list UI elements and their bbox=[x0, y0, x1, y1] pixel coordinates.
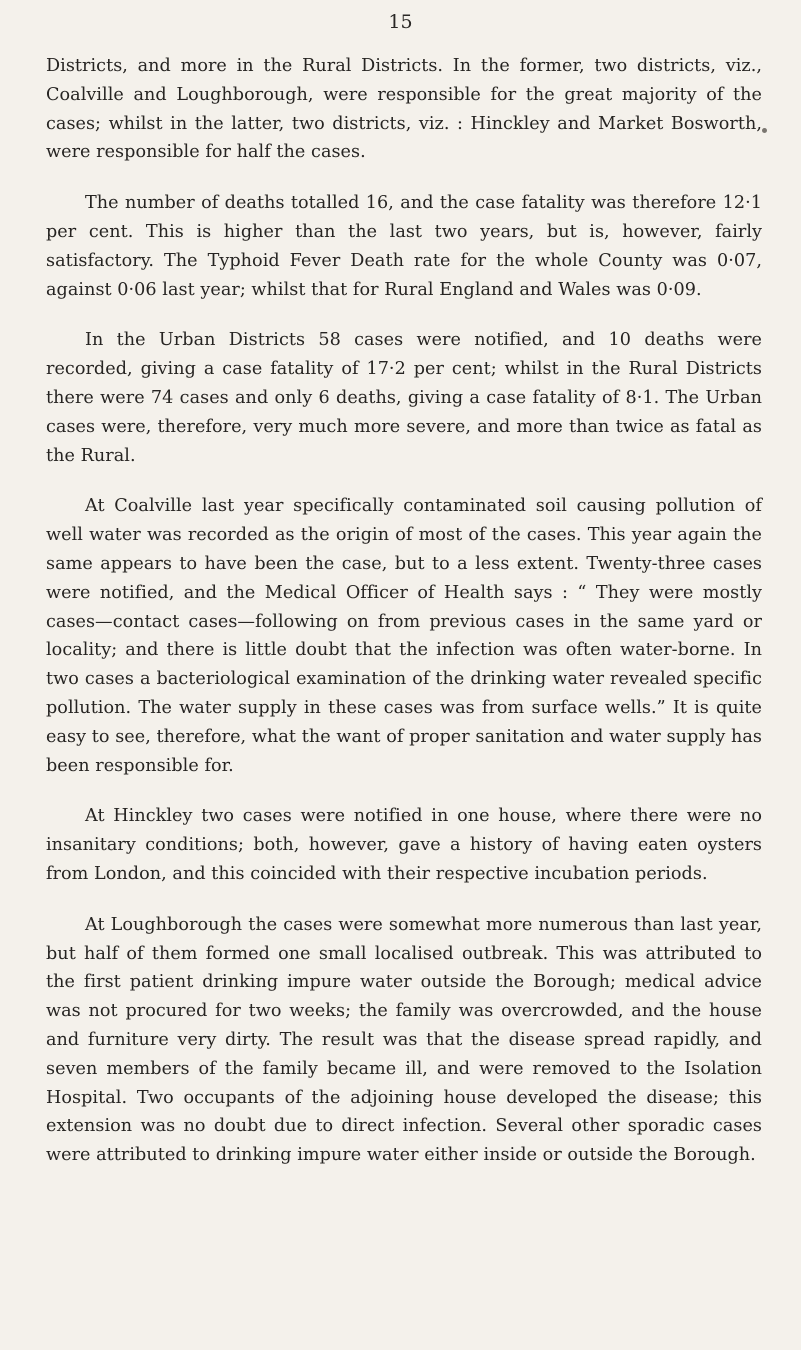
margin-dot-mark bbox=[762, 128, 767, 133]
paragraph-districts: Districts, and more in the Rural Districts. In the former, two districts, viz., Coalville and Loughborough, were responsible for the great majority of the cases; whilst in the latter, two districts, viz. : Hinckley and Market Bosworth, were responsible for half the cases. bbox=[46, 56, 762, 163]
paragraph-deaths: The number of deaths totalled 16, and the case fatality was therefore 12·1 per cent. This is higher than the last two years, but is, however, fairly satisfactory. The Typhoid Fever Death rate for the whole County was 0·07, against 0·06 last year; whilst that for Rural England and Wales was 0·09. bbox=[46, 193, 762, 300]
paragraph-hinckley: At Hinckley two cases were notified in one house, where there were no insanitary conditions; both, however, gave a history of having eaten oysters from London, and this coincided with their respective incubation periods. bbox=[46, 806, 762, 884]
paragraph-loughborough: At Loughborough the cases were somewhat more numerous than last year, but half of them formed one small localised outbreak. This was attributed to the first patient drinking impure water outside the Borough; medical advice was not procured for two weeks; the family was overcrowded, and the house and furniture very dirty. The result was that the disease spread rapidly, and seven members of the family became ill, and were removed to the Isolation Hospital. Two occupants of the adjoining house developed the disease; this extension was no doubt due to direct infection. Several other sporadic cases were attributed to drinking impure water either inside or outside the Borough. bbox=[46, 914, 762, 1166]
paragraph-coalville: At Coalville last year specifically contaminated soil causing pollution of well water was recorded as the origin of most of the cases. This year again the same appears to have been the case, but to a less extent. Twenty-three cases were notified, and the Medical Officer of Health says : “ They were mostly cases—contact cases—following on from previous cases in the same yard or locality; and there is little doubt that the infection was often water-borne. In two cases a bacteriological examination of the drinking water revealed specific pollution. The water supply in these cases was from surface wells.” It is quite easy to see, therefore, what the want of proper sanitation and water supply has been responsible for. bbox=[46, 496, 762, 776]
page-number: 15 bbox=[388, 11, 413, 33]
paragraph-urban-rural: In the Urban Districts 58 cases were notified, and 10 deaths were recorded, giving a case fatality of 17·2 per cent; whilst in the Rural Districts there were 74 cases and only 6 deaths, giving a case fatality of 8·1. The Urban cases were, therefore, very much more severe, and more than twice as fatal as the Rural. bbox=[46, 330, 762, 466]
body-text bbox=[46, 52, 762, 1192]
